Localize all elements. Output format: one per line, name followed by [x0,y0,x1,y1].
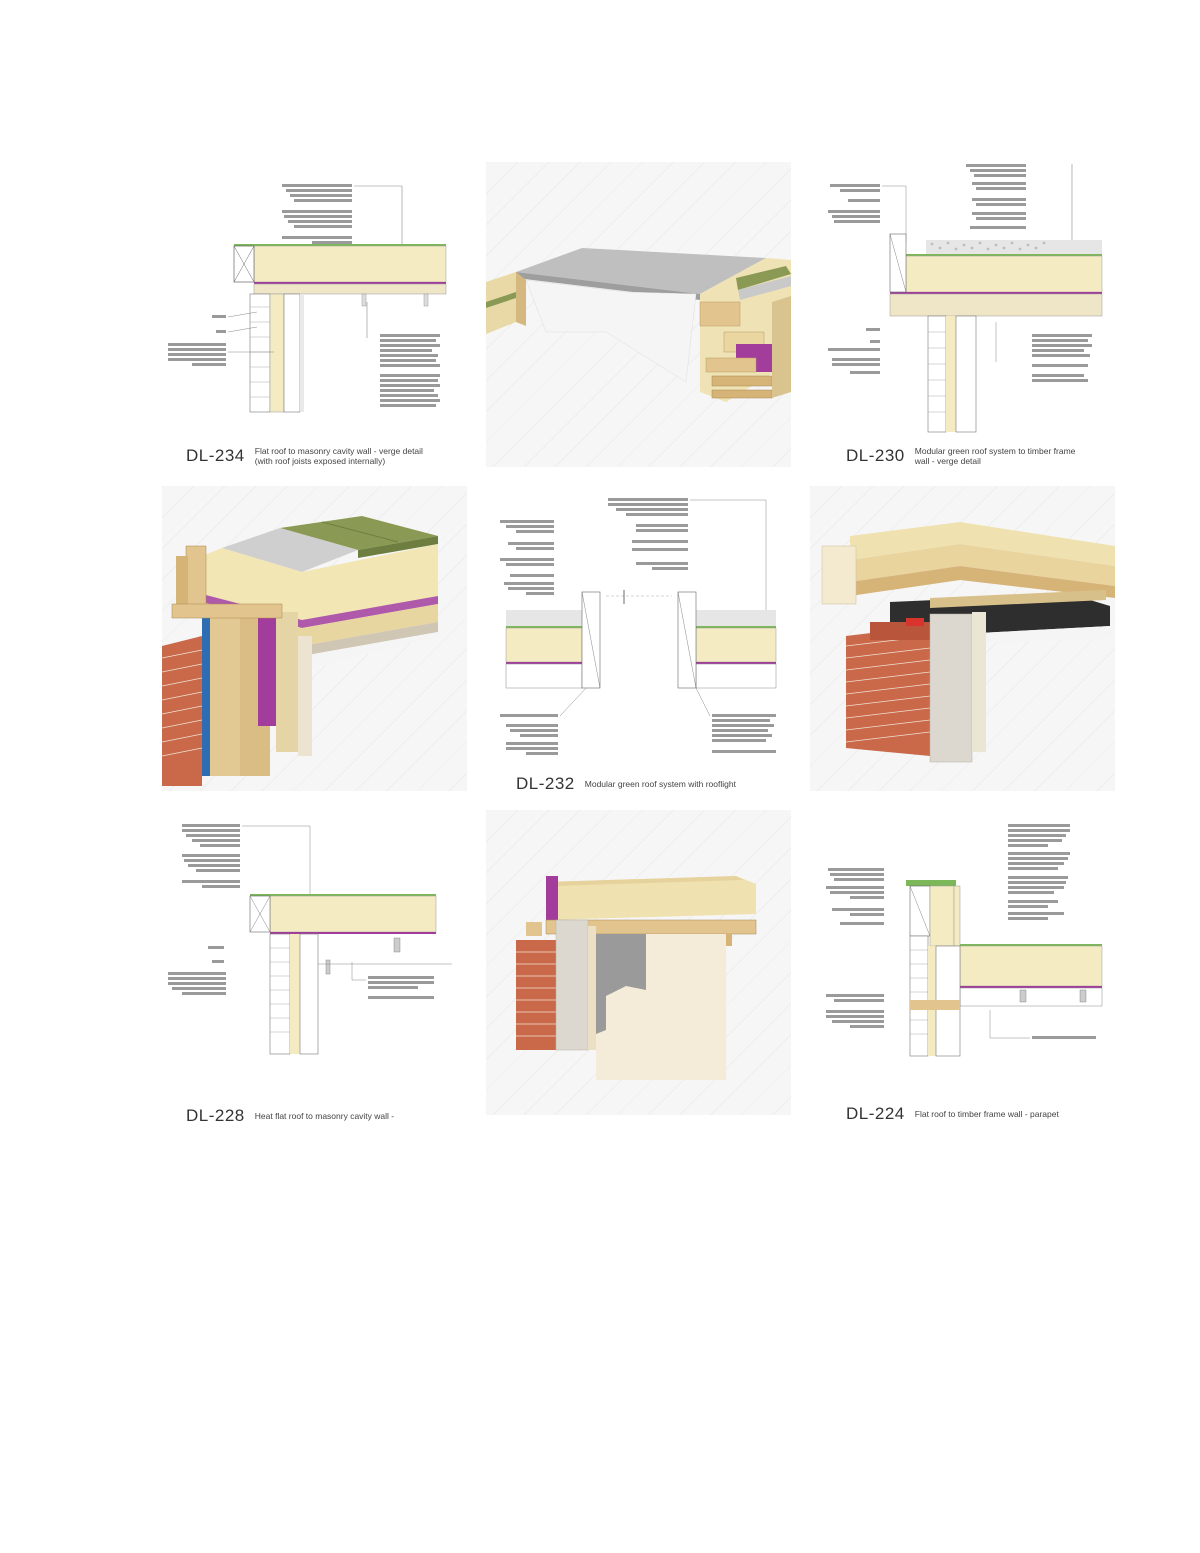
dl-228-section-drawing [162,810,467,1115]
detail-tile-dl-234 [162,162,467,467]
dl-230-section-drawing [810,162,1115,467]
dl-232-section-drawing [486,486,791,791]
detail-tile-dl-224 [810,810,1115,1123]
dl-224-caption [846,1104,1090,1124]
detail-tile-3d-joist [486,810,791,1115]
dl-234-section-drawing [162,162,467,467]
detail-code: DL-232 [516,774,575,793]
dl-232-caption [516,774,785,794]
detail-description: Modular green roof system to timber frame wall - verge detail [914,446,1076,466]
detail-description: Modular green roof system with rooflight [584,779,736,789]
detail-code: DL-234 [186,446,245,465]
detail-tile-3d-verge [486,162,791,467]
detail-code: DL-228 [186,1106,245,1125]
detail-tile-dl-232 [486,486,791,791]
3d-joist-render [486,810,791,1115]
detail-tile-3d-masonry-verge [810,486,1115,791]
detail-description: Flat roof to masonry cavity wall - verge detail (with roof joists exposed internally) [254,446,423,466]
dl-230-caption [846,446,1090,466]
dl-228-caption [186,1106,430,1126]
detail-tile-dl-230 [810,162,1115,467]
detail-description: Flat roof to timber frame wall - parapet [914,1109,1059,1119]
dl-224-section-drawing [810,810,1115,1115]
dl-234-caption [186,446,430,466]
detail-tile-3d-green-roof [162,486,467,791]
detail-code: DL-224 [846,1104,905,1123]
3d-green-roof-render [162,486,467,791]
detail-code: DL-230 [846,446,905,465]
3d-verge-render [486,162,791,467]
3d-masonry-verge-render [810,486,1115,791]
detail-description: Heat flat roof to masonry cavity wall - [254,1111,395,1121]
detail-tile-dl-228 [162,810,467,1125]
